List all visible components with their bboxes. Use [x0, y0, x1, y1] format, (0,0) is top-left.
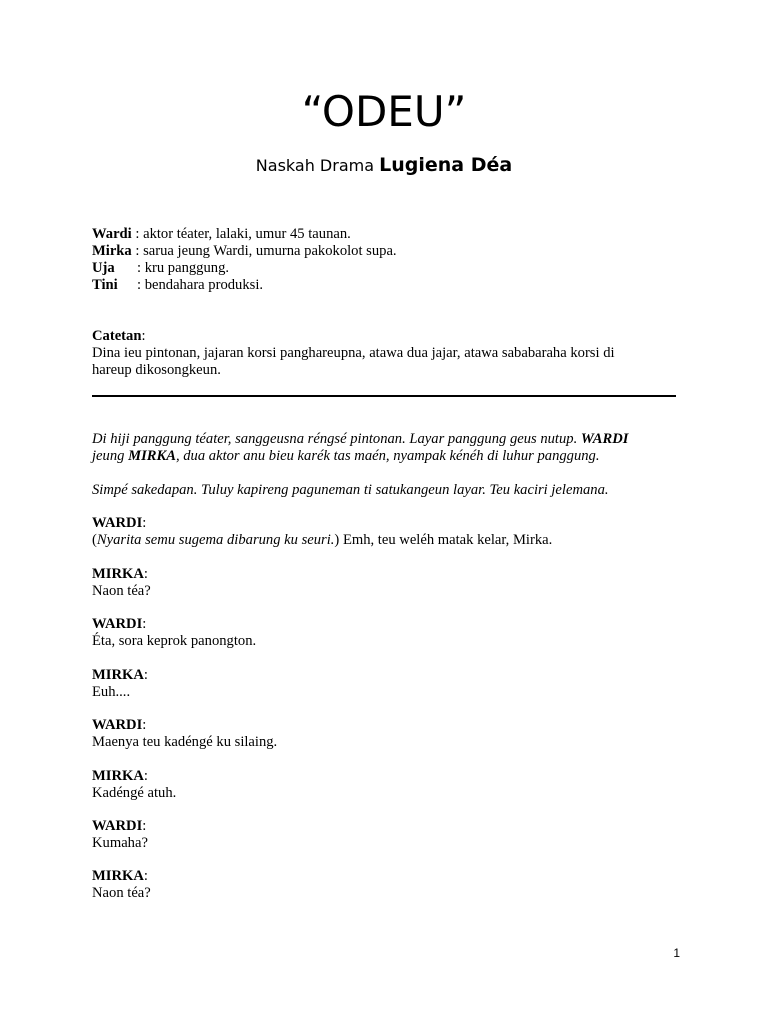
speaker-name: MIRKA — [92, 667, 144, 683]
dialogue-block — [92, 566, 682, 600]
dialogue-block — [92, 515, 682, 549]
dialogue-block — [92, 667, 682, 701]
speaker-line — [92, 616, 682, 633]
speaker-colon: : — [142, 515, 147, 531]
speaker-colon: : — [143, 868, 148, 884]
cast-list — [92, 226, 682, 294]
speaker-name: MIRKA — [92, 868, 144, 884]
stage-text: , dua aktor anu bieu karék tas maén, nyampak kénéh di luhur panggung. — [175, 448, 600, 464]
dialogue-line: Naon téa? — [92, 583, 151, 599]
stage-direction-2 — [92, 482, 682, 499]
character-name: WARDI — [580, 431, 629, 447]
speaker-line — [92, 717, 682, 734]
note-colon: : — [141, 328, 146, 344]
speaker-line — [92, 515, 682, 532]
cast-name: Tini — [92, 277, 118, 293]
dialogue-block — [92, 616, 682, 650]
note-label: Catetan — [92, 328, 142, 344]
cast-desc: : sarua jeung Wardi, umurna pakokolot supa. — [135, 243, 397, 259]
speaker-name: WARDI — [92, 818, 143, 834]
play-title: “ODEU” — [301, 87, 467, 136]
speaker-name: MIRKA — [92, 768, 144, 784]
paren-close: ) — [334, 532, 340, 548]
speaker-colon: : — [142, 717, 147, 733]
speaker-name: WARDI — [92, 515, 143, 531]
cast-name: Wardi — [92, 226, 132, 242]
note-heading — [92, 328, 682, 345]
dialogue-line: Maenya teu kadéngé ku silaing. — [92, 734, 278, 750]
cast-desc: : bendahara produksi. — [137, 277, 264, 293]
note-section — [92, 328, 682, 379]
speaker-colon: : — [142, 616, 147, 632]
dialogue-block — [92, 818, 682, 852]
page-number: 1 — [673, 946, 680, 960]
note-line: Dina ieu pintonan, jajaran korsi panghareupna, atawa dua jajar, atawa sababaraha korsi di — [92, 345, 615, 361]
cast-desc: : aktor téater, lalaki, umur 45 taunan. — [135, 226, 351, 242]
speaker-colon: : — [143, 667, 148, 683]
dialogue-block — [92, 768, 682, 802]
stage-direction-1 — [92, 431, 682, 465]
speaker-colon: : — [143, 566, 148, 582]
dialogue-line: Kumaha? — [92, 835, 148, 851]
speaker-line — [92, 868, 682, 885]
stage-direction-inline: Nyarita semu sugema dibarung ku seuri. — [96, 532, 335, 548]
speaker-colon: : — [142, 818, 147, 834]
speaker-line — [92, 566, 682, 583]
dialogue-line: Kadéngé atuh. — [92, 785, 177, 801]
speaker-line — [92, 667, 682, 684]
speaker-line — [92, 768, 682, 785]
speaker-name: WARDI — [92, 616, 143, 632]
dialogue-line: Éta, sora keprok panongton. — [92, 633, 257, 649]
note-line: hareup dikosongkeun. — [92, 362, 221, 378]
dialogue-block — [92, 868, 682, 902]
stage-text: Simpé sakedapan. Tuluy kapireng paguneman ti satukangeun layar. Teu kaciri jelemana. — [92, 482, 609, 498]
dialogue-block — [92, 717, 682, 751]
author-name: Lugiena Déa — [379, 154, 513, 176]
character-name: MIRKA — [128, 448, 176, 464]
cast-row — [92, 243, 682, 260]
dialogue-line — [92, 532, 682, 549]
subtitle — [0, 152, 768, 179]
cast-row — [92, 260, 682, 277]
dialogue-line: Euh.... — [92, 684, 131, 700]
speaker-colon: : — [143, 768, 148, 784]
stage-text: jeung — [92, 448, 125, 464]
paren-open: ( — [92, 532, 97, 548]
cast-desc: : kru panggung. — [137, 260, 230, 276]
cast-name: Mirka — [92, 243, 132, 259]
cast-row — [92, 277, 682, 294]
dialogue-line: Naon téa? — [92, 885, 151, 901]
cast-name: Uja — [92, 260, 115, 276]
speaker-name: MIRKA — [92, 566, 144, 582]
stage-text: Di hiji panggung téater, sanggeusna réngsé pintonan. Layar panggung geus nutup. — [92, 431, 578, 447]
dialogue-text: Emh, teu weléh matak kelar, Mirka. — [339, 532, 553, 548]
speaker-line — [92, 818, 682, 835]
section-divider — [92, 395, 676, 397]
speaker-name: WARDI — [92, 717, 143, 733]
subtitle-prefix: Naskah Drama — [255, 156, 375, 175]
cast-row — [92, 226, 682, 243]
